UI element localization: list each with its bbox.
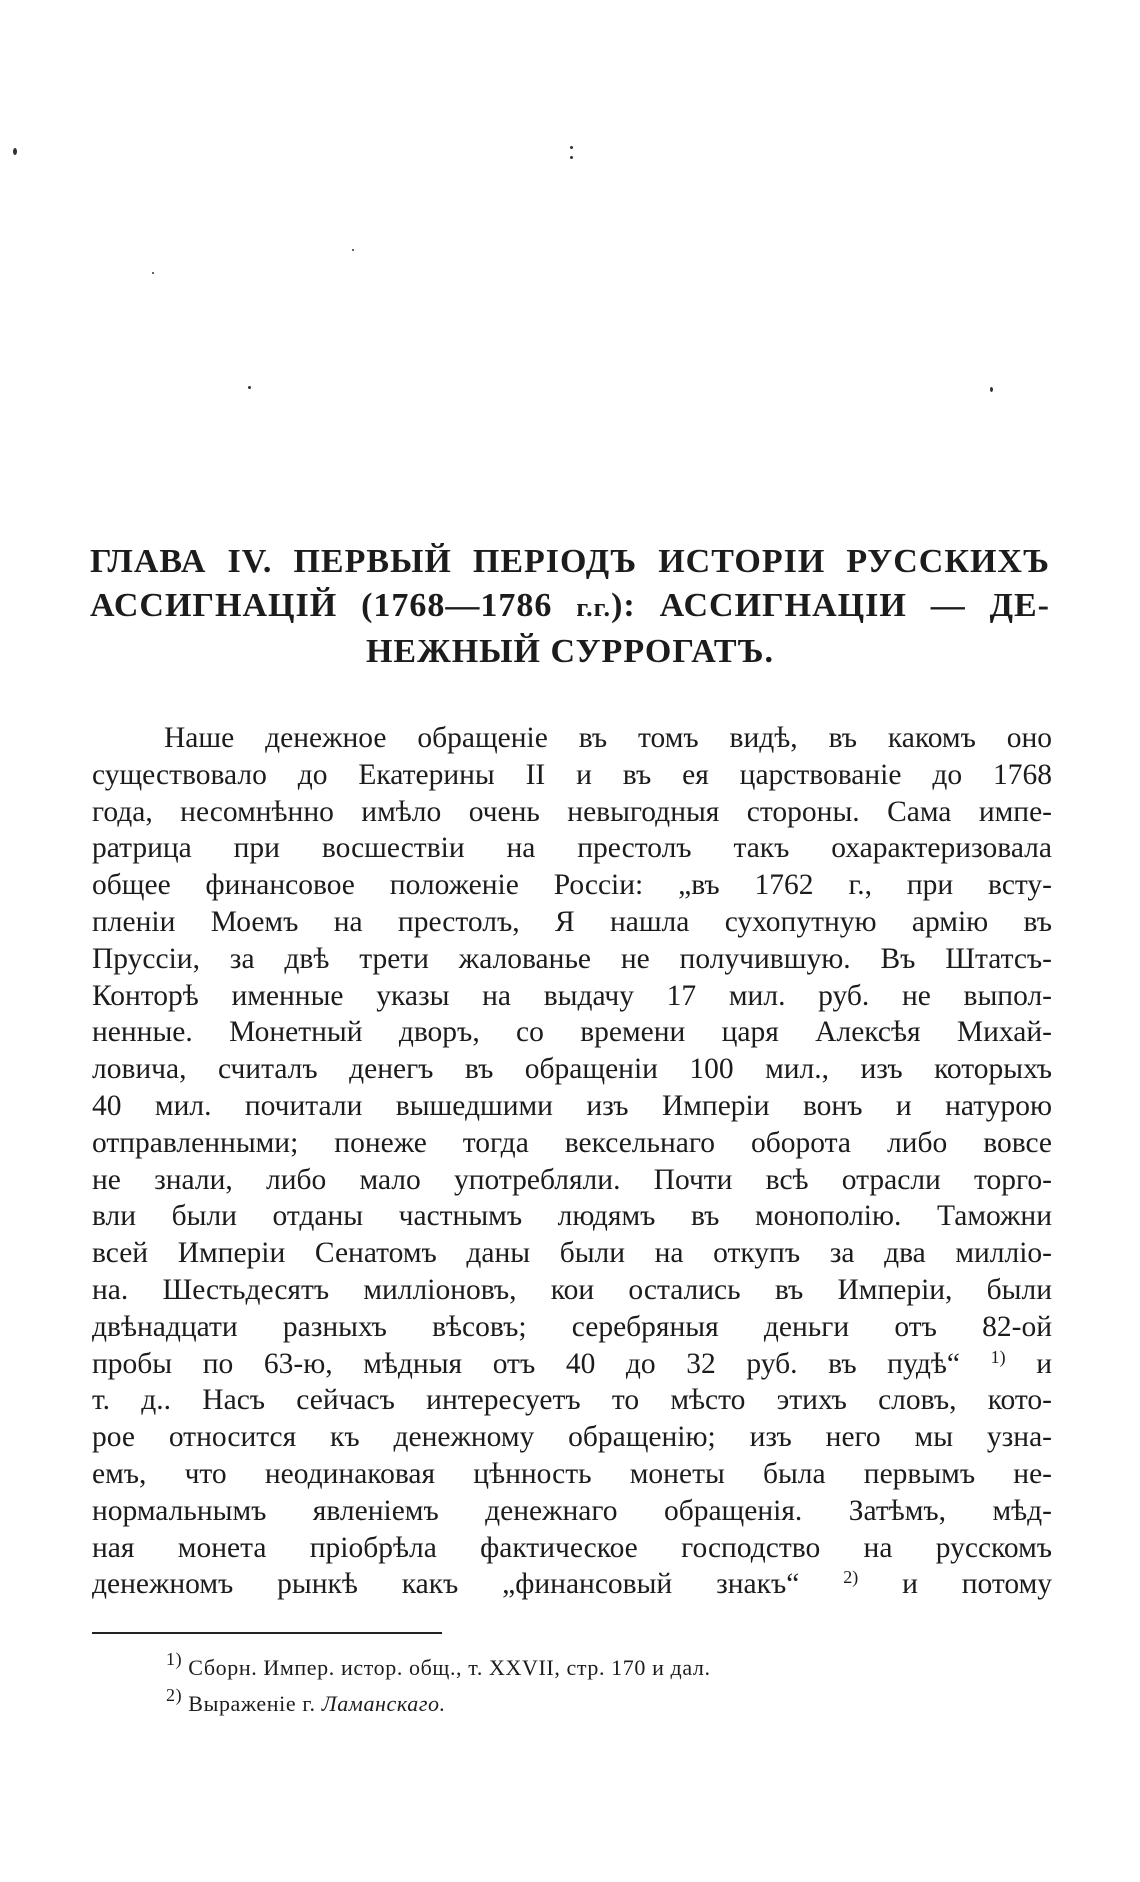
body-line: на. Шестьдесятъ милліоновъ, кои остались въ Имперіи, были [92, 1273, 1052, 1306]
body-line-text: пробы по 63-ю, мѣдныя отъ 40 до 32 руб. въ пудѣ“ [92, 1347, 960, 1380]
body-line: т. д.. Насъ сейчасъ интересуетъ то мѣсто этихъ словъ, кото- [92, 1384, 1052, 1417]
scan-speck [570, 146, 573, 149]
footnote-1-mark: 1) [166, 1649, 183, 1669]
body-line: двѣнадцати разныхъ вѣсовъ; серебряныя деньги отъ 82-ой [92, 1310, 1052, 1343]
body-line: ловича, считалъ денегъ въ обращеніи 100 мил., изъ которыхъ [92, 1053, 1052, 1086]
footnote-2-author: Ламанскаго. [321, 1691, 446, 1716]
body-line: Конторѣ именные указы на выдачу 17 мил. руб. не выпол- [92, 979, 1052, 1012]
body-line-tail: и [1036, 1347, 1052, 1380]
heading-line-3: НЕЖНЫЙ СУРРОГАТЪ. [365, 633, 775, 670]
body-line: не знали, либо мало употребляли. Почти всѣ отрасли торго- [92, 1163, 1052, 1196]
scan-speck [13, 148, 17, 155]
footnote-1-text: Сборн. Импер. истор. общ., т. XXVII, стр. 170 и дал. [182, 1655, 711, 1680]
body-line: ненные. Монетный дворъ, со времени царя Алексѣя Михай- [92, 1016, 1052, 1049]
body-paragraph [92, 720, 1052, 1603]
body-line-with-footnote-1 [92, 1346, 1052, 1383]
body-line: отправленными; понеже тогда вексельнаго оборота либо вовсе [92, 1126, 1052, 1159]
body-line: всей Имперіи Сенатомъ даны были на откупъ за два милліо- [92, 1237, 1052, 1270]
body-line: Пруссіи, за двѣ трети жалованье не получившую. Въ Штатсъ- [92, 942, 1052, 975]
scan-speck [570, 156, 573, 159]
heading-line-1: ГЛАВА IV. ПЕРВЫЙ ПЕРІОДЪ ИСТОРІИ РУССКИХЪ [90, 543, 1050, 580]
footnote-2 [166, 1686, 1026, 1722]
heading-line-2-a: АССИГНАЦІЙ (1768—1786 [90, 587, 577, 624]
body-line: емъ, что неодинаковая цѣнность монеты была первымъ не- [92, 1457, 1052, 1490]
footnote-ref-2[interactable]: 2) [843, 1567, 859, 1588]
body-line: ная монета пріобрѣла фактическое господство на русскомъ [92, 1531, 1052, 1564]
body-line: существовало до Екатерины II и въ ея царствованіе до 1768 [92, 758, 1052, 791]
body-line: рое относится къ денежному обращенію; изъ него мы узна- [92, 1421, 1052, 1454]
footnote-1 [166, 1650, 1026, 1686]
footnote-separator [92, 1632, 442, 1634]
body-line-tail: и потому [902, 1568, 1053, 1601]
body-line: ратрица при восшествіи на престолъ такъ охарактеризовала [92, 832, 1052, 865]
scan-speck [990, 387, 993, 392]
footnote-2-text: Выраженіе г. [182, 1691, 322, 1716]
heading-line-2-b: г.г. [576, 593, 612, 622]
footnote-2-mark: 2) [166, 1685, 183, 1705]
scan-speck [352, 249, 354, 251]
footnotes [166, 1650, 1026, 1722]
heading-line-2-c: ): АССИГНАЦІИ — ДЕ- [611, 587, 1050, 624]
footnote-ref-1[interactable]: 1) [990, 1346, 1006, 1367]
body-line: нормальнымъ явленіемъ денежнаго обращенія. Затѣмъ, мѣд- [92, 1494, 1052, 1527]
body-line-text: денежномъ рынкѣ какъ „финансовый знакъ“ [92, 1568, 800, 1601]
body-line: Наше денежное обращеніе въ томъ видѣ, въ какомъ оно [164, 722, 1052, 754]
scan-speck [248, 386, 251, 389]
body-line: пленіи Моемъ на престолъ, Я нашла сухопутную армію въ [92, 905, 1052, 938]
body-line-with-footnote-2 [92, 1566, 1052, 1603]
body-line: 40 мил. почитали вышедшими изъ Имперіи вонъ и натурою [92, 1089, 1052, 1122]
scan-speck [152, 272, 154, 274]
chapter-heading [90, 540, 1050, 674]
body-line: общее финансовое положеніе Россіи: „въ 1762 г., при всту- [92, 869, 1052, 902]
heading-line-2 [90, 584, 1050, 630]
body-line: года, несомнѣнно имѣло очень невыгодныя стороны. Сама импе- [92, 795, 1052, 828]
body-line: вли были отданы частнымъ людямъ въ монополію. Таможни [92, 1200, 1052, 1233]
